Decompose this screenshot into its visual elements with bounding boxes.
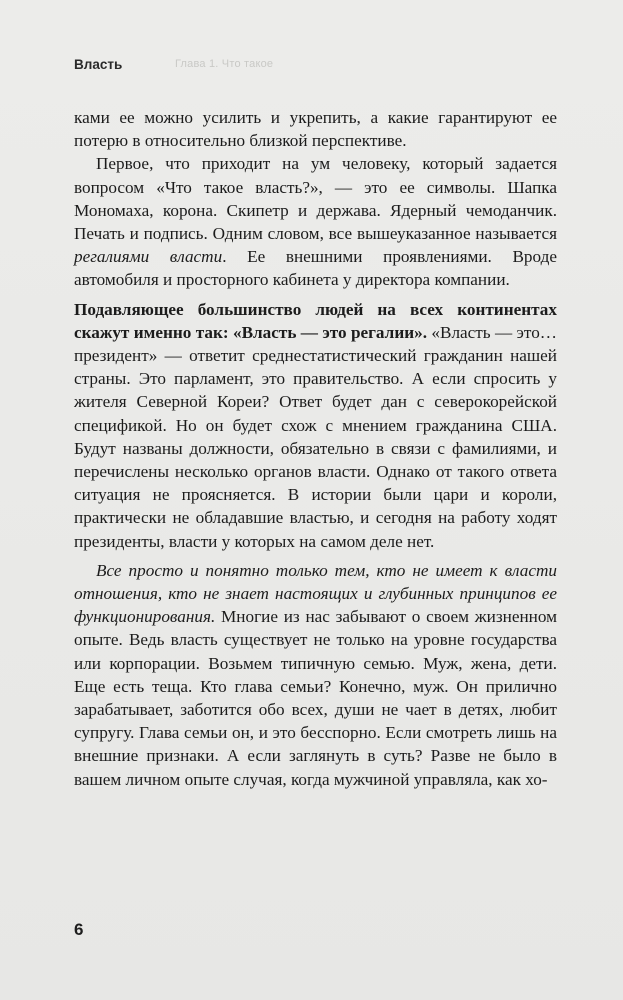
- italic-statement: Все просто и понятно только тем, кто не имеет к власти отношения, кто не знает настоящих и глубинных принципов ее функционирования.: [74, 560, 557, 627]
- paragraph-2: [74, 152, 557, 291]
- bleed-through-text: Глава 1. Что такое: [175, 58, 274, 70]
- paragraph-4-text: Многие из нас забывают о своем жизненном опыте. Ведь власть существует не только на уровне государства или корпорации. Возьмем типичную семью. Муж, жена, дети. Еще есть теща. Кто глава семьи? Конечно, муж. Он прилично зарабатывает, заботится обо всех, души не чает в детях, любит супругу. Глава семьи он, и это бесспорно. Если смотреть лишь на внешние признаки. А если заглянуть в суть? Разве не было в вашем личном опыте случая, когда мужчиной управляла, как хо-: [74, 607, 557, 789]
- paragraph-3-text: «Власть — это… президент» — ответит среднестатистический гражданин нашей страны. Это парламент, это правительство. А если спросить у жителя Северной Кореи? Ответ будет дан с северокорейской спецификой. Но он будет схож с мнением гражданина США. Будут названы должности, обязательно в связи с фамилиями, и перечислены несколько органов власти. Однако от такого ответа ситуация не проясняется. В истории были цари и короли, практически не обладавшие властью, и сегодня на работу ходят президенты, власти у которых на самом деле нет.: [74, 322, 557, 551]
- paragraph-2-text-b: . Ее внешними проявлениями. Вроде автомобиля и просторного кабинета у директора компании.: [74, 247, 557, 290]
- bold-statement: Подавляющее большинство людей на всех континентах скажут именно так: «Власть — это регалии».: [74, 299, 557, 342]
- page-number: 6: [74, 920, 84, 939]
- paragraph-4: [74, 559, 557, 791]
- body-text: [74, 106, 557, 791]
- running-head: Власть: [74, 57, 123, 72]
- emphasis-regalia: регалиями власти: [74, 247, 223, 267]
- paragraph-2-text-a: Первое, что приходит на ум человеку, который задается вопросом «Что такое власть?», — это ее символы. Шапка Мономаха, корона. Скипетр и держава. Ядерный чемоданчик. Печать и подпись. Одним словом, все вышеуказанное называется: [74, 154, 557, 244]
- paragraph-3: [74, 298, 557, 553]
- paragraph-1: ками ее можно усилить и укрепить, а какие гарантируют ее потерю в относительно близкой перспективе.: [74, 108, 557, 151]
